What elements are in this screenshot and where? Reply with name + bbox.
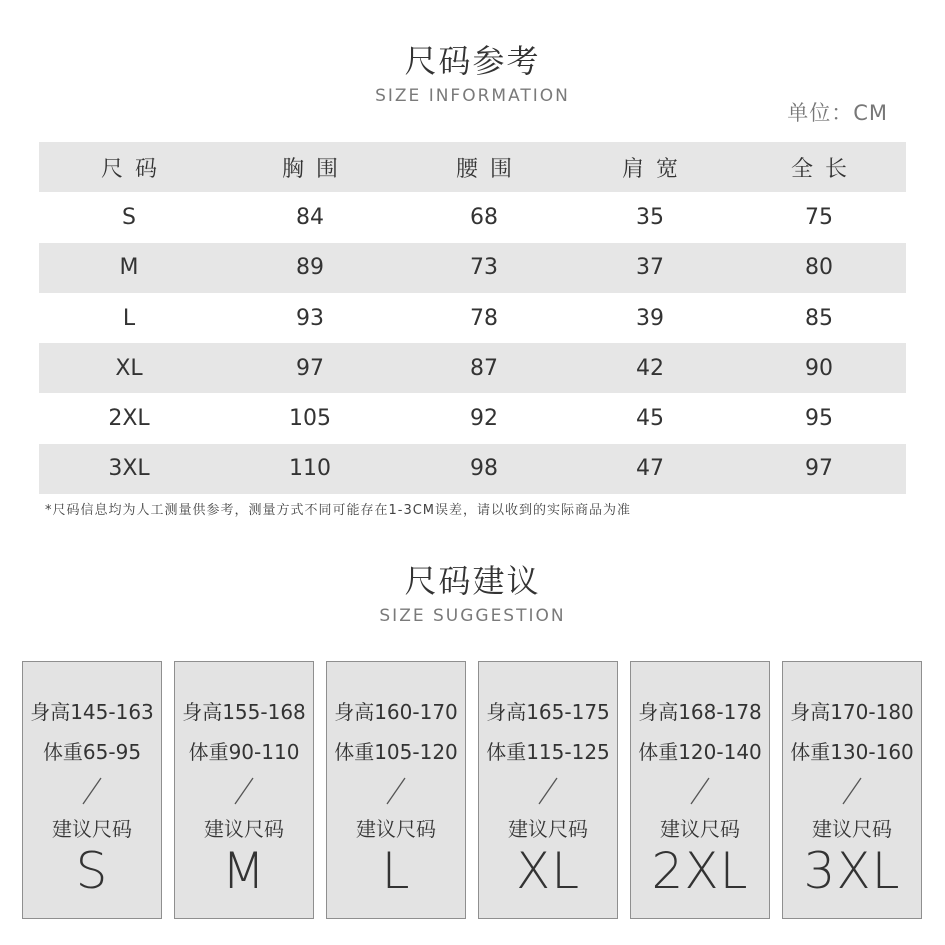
unit-label: 单位：CM bbox=[787, 101, 888, 125]
table-row bbox=[39, 393, 906, 443]
header-size: 尺码 bbox=[100, 156, 169, 182]
weight-range: 体重90-110 bbox=[188, 740, 300, 764]
cell-shoulder: 37 bbox=[636, 255, 664, 281]
cell-chest: 105 bbox=[289, 406, 331, 432]
height-range: 身高170-180 bbox=[790, 700, 914, 724]
header-shoulder: 肩宽 bbox=[621, 156, 690, 182]
cell-size: 3XL bbox=[108, 456, 150, 482]
cell-waist: 92 bbox=[470, 406, 498, 432]
suggested-size-label: 建议尺码 bbox=[508, 817, 588, 841]
table-row bbox=[39, 243, 906, 293]
weight-range: 体重65-95 bbox=[42, 740, 142, 764]
weight-range: 体重130-160 bbox=[790, 740, 914, 764]
suggested-size-label: 建议尺码 bbox=[52, 817, 132, 841]
size-info-subtitle: SIZE INFORMATION bbox=[375, 86, 570, 106]
slash-divider-icon bbox=[231, 776, 257, 806]
suggestion-card-l bbox=[326, 661, 466, 919]
cell-length: 97 bbox=[805, 456, 833, 482]
cell-length: 75 bbox=[805, 204, 833, 230]
slash-divider-icon bbox=[535, 776, 561, 806]
cell-shoulder: 39 bbox=[636, 305, 664, 331]
weight-range: 体重105-120 bbox=[334, 740, 458, 764]
suggestion-card-2xl bbox=[630, 661, 770, 919]
cell-length: 85 bbox=[805, 305, 833, 331]
cell-size: L bbox=[122, 305, 136, 331]
cell-size: 2XL bbox=[108, 406, 150, 432]
suggestion-card-m bbox=[174, 661, 314, 919]
suggested-size: 3XL bbox=[803, 842, 901, 900]
table-row bbox=[39, 343, 906, 393]
size-table bbox=[39, 142, 906, 494]
height-range: 身高165-175 bbox=[486, 700, 610, 724]
table-row bbox=[39, 192, 906, 242]
suggested-size-label: 建议尺码 bbox=[356, 817, 436, 841]
weight-range: 体重115-125 bbox=[486, 740, 610, 764]
slash-divider-icon bbox=[383, 776, 409, 806]
cell-shoulder: 42 bbox=[636, 355, 664, 381]
header-length: 全长 bbox=[790, 156, 859, 182]
cell-waist: 68 bbox=[470, 204, 498, 230]
cell-chest: 110 bbox=[289, 456, 331, 482]
cell-shoulder: 45 bbox=[636, 406, 664, 432]
cell-shoulder: 35 bbox=[636, 204, 664, 230]
suggestion-card-3xl bbox=[782, 661, 922, 919]
table-row bbox=[39, 444, 906, 494]
weight-range: 体重120-140 bbox=[638, 740, 762, 764]
cell-length: 80 bbox=[805, 255, 833, 281]
cell-chest: 89 bbox=[296, 255, 324, 281]
table-header-row bbox=[39, 142, 906, 192]
cell-length: 90 bbox=[805, 355, 833, 381]
cell-waist: 87 bbox=[470, 355, 498, 381]
measurement-note: *尺码信息均为人工测量供参考，测量方式不同可能存在1-3CM误差，请以收到的实际商品为准 bbox=[45, 503, 632, 518]
cell-waist: 78 bbox=[470, 305, 498, 331]
suggested-size: S bbox=[75, 842, 109, 900]
height-range: 身高168-178 bbox=[638, 700, 762, 724]
cell-chest: 97 bbox=[296, 355, 324, 381]
suggested-size-label: 建议尺码 bbox=[812, 817, 892, 841]
height-range: 身高155-168 bbox=[182, 700, 306, 724]
cell-waist: 73 bbox=[470, 255, 498, 281]
slash-divider-icon bbox=[839, 776, 865, 806]
table-row bbox=[39, 293, 906, 343]
cell-size: S bbox=[122, 204, 136, 230]
suggested-size: XL bbox=[515, 842, 581, 900]
suggestion-card-s bbox=[22, 661, 162, 919]
cell-chest: 84 bbox=[296, 204, 324, 230]
size-info-title: 尺码参考 bbox=[404, 42, 541, 80]
height-range: 身高145-163 bbox=[30, 700, 154, 724]
suggested-size: 2XL bbox=[651, 842, 749, 900]
cell-length: 95 bbox=[805, 406, 833, 432]
suggested-size: L bbox=[381, 842, 411, 900]
header-chest: 胸围 bbox=[281, 156, 350, 182]
cell-chest: 93 bbox=[296, 305, 324, 331]
slash-divider-icon bbox=[79, 776, 105, 806]
suggested-size: M bbox=[221, 842, 267, 900]
suggested-size-label: 建议尺码 bbox=[204, 817, 284, 841]
cell-shoulder: 47 bbox=[636, 456, 664, 482]
size-suggestion-title: 尺码建议 bbox=[404, 562, 541, 600]
suggestion-card-xl bbox=[478, 661, 618, 919]
cell-size: XL bbox=[115, 355, 143, 381]
height-range: 身高160-170 bbox=[334, 700, 458, 724]
slash-divider-icon bbox=[687, 776, 713, 806]
cell-size: M bbox=[119, 255, 139, 281]
header-waist: 腰围 bbox=[455, 156, 524, 182]
cell-waist: 98 bbox=[470, 456, 498, 482]
suggested-size-label: 建议尺码 bbox=[660, 817, 740, 841]
size-suggestion-subtitle: SIZE SUGGESTION bbox=[379, 606, 566, 626]
